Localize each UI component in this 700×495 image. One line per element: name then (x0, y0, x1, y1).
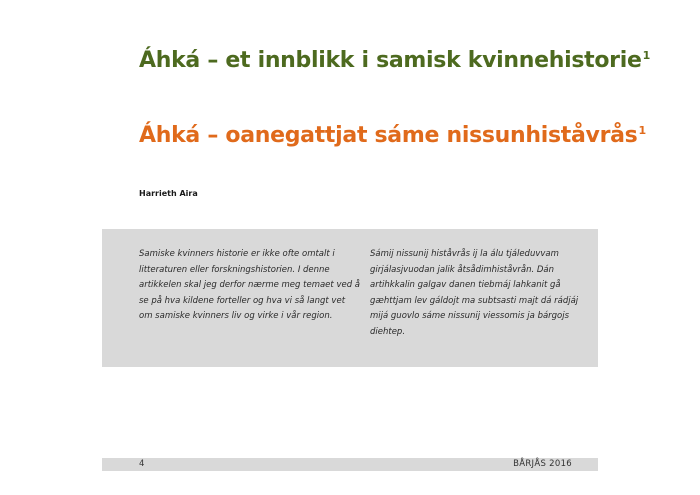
page-number: 4 (139, 459, 145, 469)
article-title-sami-text: Áhká – oanegattjat sáme nissunhiståvrås (139, 123, 638, 148)
footnote-marker[interactable]: 1 (642, 49, 650, 62)
journal-name: BÅRJÅS 2016 (513, 459, 572, 469)
footnote-marker[interactable]: 1 (638, 124, 646, 137)
abstract-box (102, 229, 598, 367)
page-footer (102, 458, 598, 471)
abstract-sami: Sámij nissunij histåvrås ij la álu tjáleduvvam girjálasjvuodan jalik åtsådimhiståvrån. Dán artihkkalin galgav danen tiebmáj lahkanit gå gæhttjam lev gáldojt ma subtsasti majt dá rádjáj mijá guovlo sáme nissunij viessomis ja bárgojs diehtep. (370, 249, 579, 337)
article-title-norwegian-text: Áhká – et innblikk i samisk kvinnehistorie (139, 48, 642, 73)
author-name: Harrieth Aira (139, 189, 198, 198)
article-title-norwegian (139, 41, 650, 75)
abstract-norwegian: Samiske kvinners historie er ikke ofte omtalt i litteraturen eller forskningshistorien. I denne artikkelen skal jeg derfor nærme meg temaet ved å se på hva kildene forteller og hva vi så langt vet om samiske kvinners liv og virke i vår region. (139, 249, 361, 321)
article-title-sami (139, 116, 646, 150)
